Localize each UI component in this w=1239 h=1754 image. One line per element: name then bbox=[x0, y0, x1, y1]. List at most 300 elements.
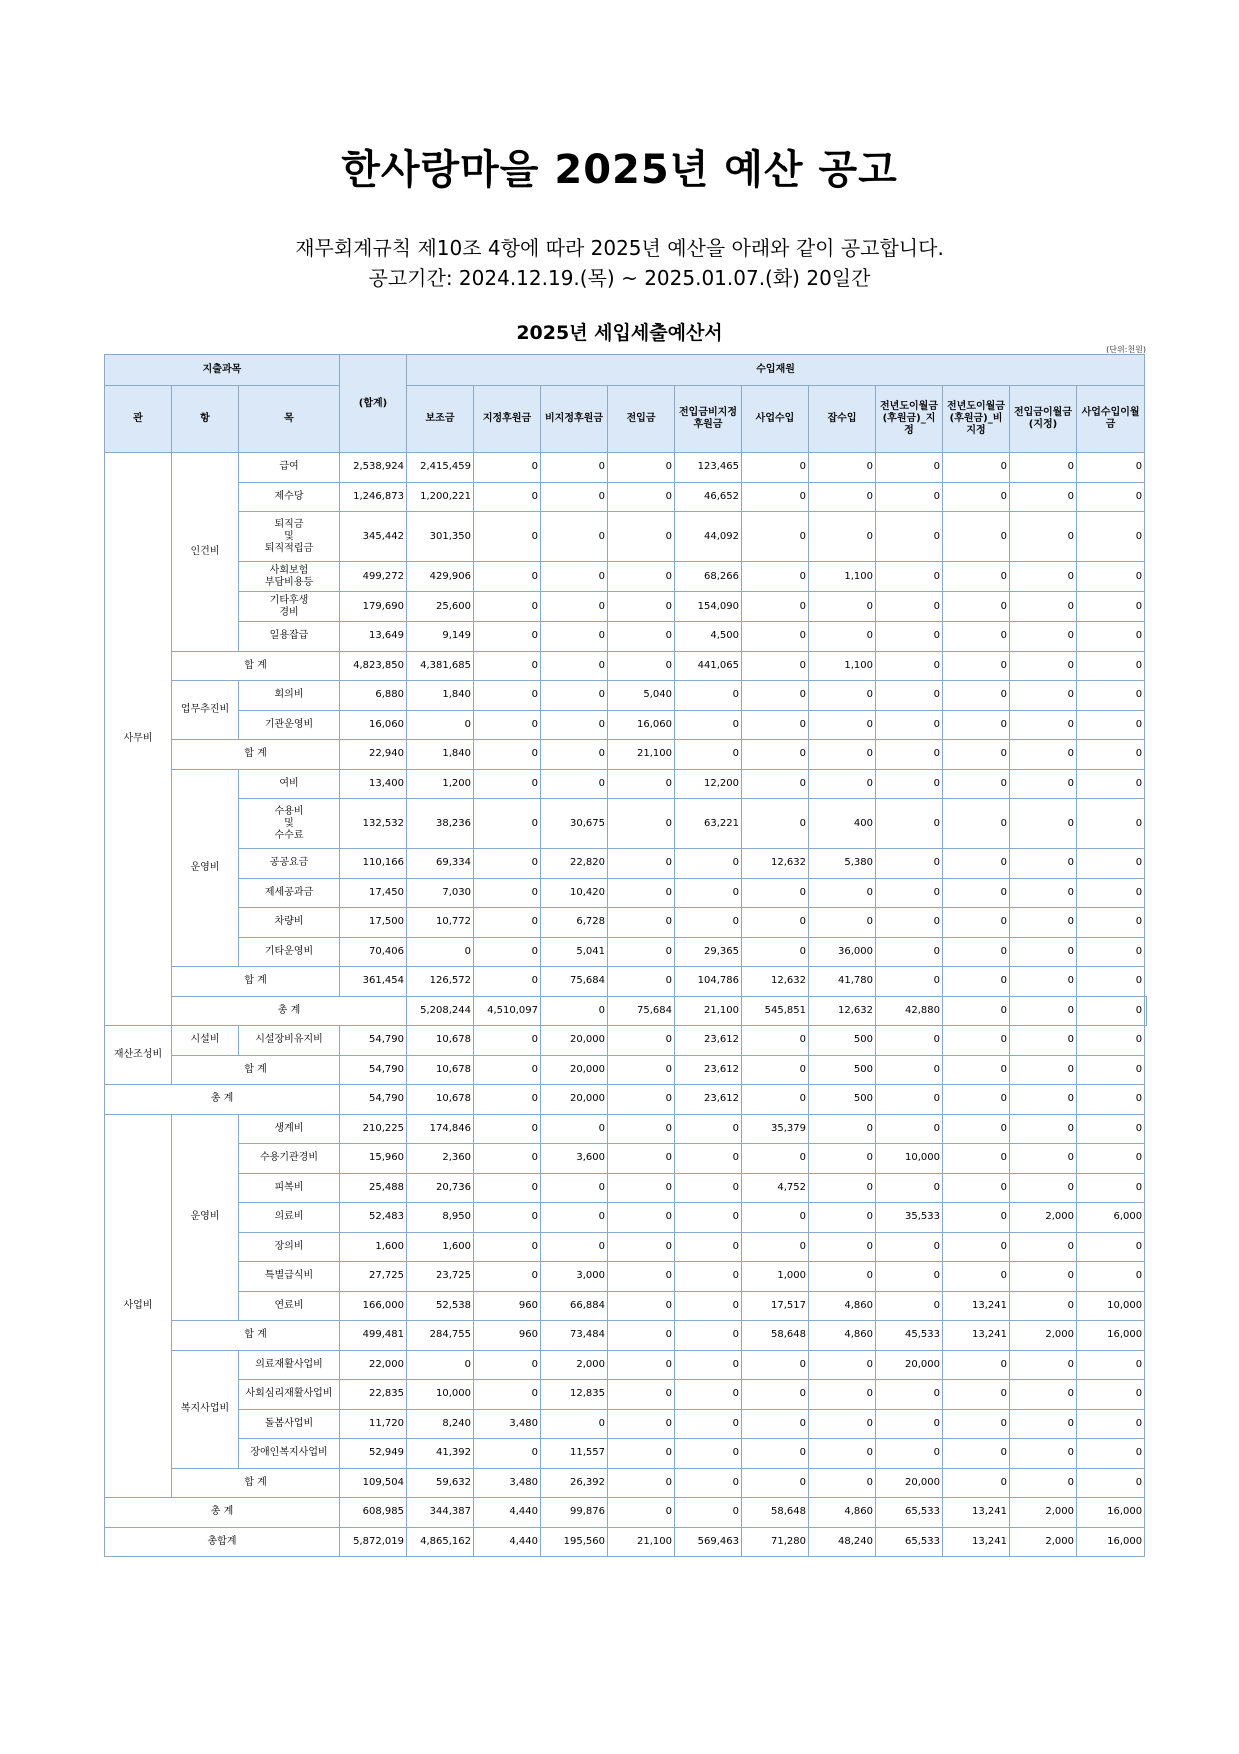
table-row bbox=[105, 1026, 1147, 1056]
value-cell: 0 bbox=[742, 1409, 809, 1439]
value-cell: 4,860 bbox=[809, 1291, 876, 1321]
value-cell: 0 bbox=[541, 562, 608, 592]
total-value: 132,532 bbox=[340, 799, 407, 849]
table-row bbox=[105, 453, 1147, 483]
total-value: 2,538,924 bbox=[340, 453, 407, 483]
value-cell: 4,860 bbox=[809, 1498, 876, 1528]
value-cell: 0 bbox=[943, 1232, 1010, 1262]
value-cell: 0 bbox=[608, 592, 675, 622]
value-cell: 1,600 bbox=[407, 1232, 474, 1262]
table-row bbox=[105, 1468, 1147, 1498]
value-cell: 0 bbox=[1077, 482, 1145, 512]
value-cell: 0 bbox=[608, 512, 675, 562]
value-cell: 0 bbox=[675, 681, 742, 711]
value-cell: 0 bbox=[876, 1409, 943, 1439]
value-cell: 0 bbox=[1010, 710, 1077, 740]
table-title: 2025년 세입세출예산서 bbox=[516, 322, 723, 344]
value-cell: 0 bbox=[1010, 1055, 1077, 1085]
value-cell: 0 bbox=[943, 769, 1010, 799]
item-label: 급여 bbox=[239, 453, 340, 483]
table-row bbox=[105, 937, 1147, 967]
value-cell: 0 bbox=[809, 740, 876, 770]
value-cell: 3,480 bbox=[474, 1409, 541, 1439]
total-value: 110,166 bbox=[340, 849, 407, 879]
total-value: 345,442 bbox=[340, 512, 407, 562]
value-cell: 0 bbox=[943, 1203, 1010, 1233]
value-cell: 0 bbox=[608, 1498, 675, 1528]
value-cell: 154,090 bbox=[675, 592, 742, 622]
value-cell: 12,200 bbox=[675, 769, 742, 799]
value-cell: 0 bbox=[742, 1468, 809, 1498]
grand-total-label: 총 계 bbox=[172, 996, 407, 1026]
subtotal-label: 합 계 bbox=[172, 1055, 340, 1085]
value-cell: 0 bbox=[809, 908, 876, 938]
value-cell: 48,240 bbox=[809, 1527, 876, 1557]
header-revenue-source: 수입재원 bbox=[407, 355, 1145, 386]
value-cell: 0 bbox=[608, 1468, 675, 1498]
value-cell: 0 bbox=[1010, 1085, 1077, 1115]
value-cell: 4,860 bbox=[809, 1321, 876, 1351]
total-value: 4,823,850 bbox=[340, 651, 407, 681]
value-cell: 0 bbox=[809, 1144, 876, 1174]
header-column: 전입금비지정후원금 bbox=[675, 386, 742, 453]
value-cell: 344,387 bbox=[407, 1498, 474, 1528]
table-row bbox=[105, 1527, 1147, 1557]
value-cell: 0 bbox=[943, 1350, 1010, 1380]
value-cell: 0 bbox=[1077, 799, 1145, 849]
value-cell: 1,200,221 bbox=[407, 482, 474, 512]
value-cell: 545,851 bbox=[742, 996, 809, 1026]
value-cell: 0 bbox=[474, 1232, 541, 1262]
value-cell: 10,678 bbox=[407, 1085, 474, 1115]
value-cell: 0 bbox=[608, 937, 675, 967]
value-cell: 0 bbox=[876, 1291, 943, 1321]
value-cell: 0 bbox=[474, 799, 541, 849]
value-cell: 0 bbox=[1077, 681, 1145, 711]
value-cell: 0 bbox=[742, 710, 809, 740]
value-cell: 0 bbox=[675, 1468, 742, 1498]
value-cell: 0 bbox=[474, 1085, 541, 1115]
header-column: 사업수입 bbox=[742, 386, 809, 453]
value-cell: 0 bbox=[541, 769, 608, 799]
value-cell: 0 bbox=[809, 1173, 876, 1203]
value-cell: 0 bbox=[943, 1173, 1010, 1203]
total-value: 15,960 bbox=[340, 1144, 407, 1174]
value-cell: 0 bbox=[474, 512, 541, 562]
value-cell: 0 bbox=[1010, 562, 1077, 592]
value-cell: 20,000 bbox=[541, 1085, 608, 1115]
value-cell: 0 bbox=[943, 1262, 1010, 1292]
value-cell: 500 bbox=[809, 1055, 876, 1085]
value-cell: 42,880 bbox=[876, 996, 943, 1026]
value-cell: 0 bbox=[407, 710, 474, 740]
value-cell: 0 bbox=[675, 1173, 742, 1203]
value-cell: 0 bbox=[541, 740, 608, 770]
value-cell: 68,266 bbox=[675, 562, 742, 592]
value-cell: 0 bbox=[943, 681, 1010, 711]
value-cell: 0 bbox=[1010, 1232, 1077, 1262]
value-cell: 0 bbox=[1077, 710, 1145, 740]
total-value: 11,720 bbox=[340, 1409, 407, 1439]
value-cell: 0 bbox=[608, 967, 675, 997]
value-cell: 0 bbox=[742, 562, 809, 592]
value-cell: 0 bbox=[675, 1380, 742, 1410]
value-cell: 0 bbox=[1077, 769, 1145, 799]
value-cell: 0 bbox=[608, 1026, 675, 1056]
item-label: 제세공과금 bbox=[239, 878, 340, 908]
header-column: 전입금 bbox=[608, 386, 675, 453]
value-cell: 0 bbox=[675, 1144, 742, 1174]
hang-operation2: 운영비 bbox=[172, 1114, 239, 1321]
value-cell: 0 bbox=[876, 908, 943, 938]
value-cell: 0 bbox=[1077, 512, 1145, 562]
item-label: 장애인복지사업비 bbox=[239, 1439, 340, 1469]
value-cell: 0 bbox=[1077, 937, 1145, 967]
value-cell: 0 bbox=[876, 651, 943, 681]
value-cell: 0 bbox=[541, 1203, 608, 1233]
item-label: 수용비 및 수수료 bbox=[239, 799, 340, 849]
value-cell: 0 bbox=[1010, 681, 1077, 711]
value-cell: 0 bbox=[608, 651, 675, 681]
value-cell: 0 bbox=[608, 1291, 675, 1321]
value-cell: 0 bbox=[742, 1144, 809, 1174]
value-cell: 0 bbox=[943, 996, 1010, 1026]
value-cell: 38,236 bbox=[407, 799, 474, 849]
value-cell: 0 bbox=[1077, 453, 1145, 483]
value-cell: 69,334 bbox=[407, 849, 474, 879]
value-cell: 0 bbox=[1010, 1468, 1077, 1498]
value-cell: 123,465 bbox=[675, 453, 742, 483]
header-column: 지정후원금 bbox=[474, 386, 541, 453]
value-cell: 126,572 bbox=[407, 967, 474, 997]
value-cell: 0 bbox=[1077, 1350, 1145, 1380]
total-value: 25,488 bbox=[340, 1173, 407, 1203]
item-label: 공공요금 bbox=[239, 849, 340, 879]
total-value: 5,872,019 bbox=[340, 1527, 407, 1557]
table-row bbox=[105, 710, 1147, 740]
value-cell bbox=[1145, 996, 1147, 1026]
value-cell: 0 bbox=[1077, 1085, 1145, 1115]
value-cell: 195,560 bbox=[541, 1527, 608, 1557]
value-cell: 29,365 bbox=[675, 937, 742, 967]
value-cell: 0 bbox=[608, 1144, 675, 1174]
value-cell: 0 bbox=[675, 1291, 742, 1321]
table-row bbox=[105, 1262, 1147, 1292]
value-cell: 0 bbox=[1077, 651, 1145, 681]
value-cell: 284,755 bbox=[407, 1321, 474, 1351]
value-cell: 0 bbox=[608, 562, 675, 592]
value-cell: 0 bbox=[943, 799, 1010, 849]
value-cell: 2,415,459 bbox=[407, 453, 474, 483]
item-label: 생계비 bbox=[239, 1114, 340, 1144]
value-cell: 0 bbox=[608, 1085, 675, 1115]
value-cell: 0 bbox=[943, 849, 1010, 879]
value-cell: 0 bbox=[675, 1232, 742, 1262]
value-cell: 35,379 bbox=[742, 1114, 809, 1144]
total-value: 16,060 bbox=[340, 710, 407, 740]
value-cell: 0 bbox=[943, 1380, 1010, 1410]
total-value: 210,225 bbox=[340, 1114, 407, 1144]
value-cell: 13,241 bbox=[943, 1527, 1010, 1557]
value-cell: 3,480 bbox=[474, 1468, 541, 1498]
value-cell: 0 bbox=[943, 651, 1010, 681]
value-cell: 12,835 bbox=[541, 1380, 608, 1410]
value-cell: 500 bbox=[809, 1026, 876, 1056]
value-cell: 0 bbox=[943, 1468, 1010, 1498]
value-cell: 0 bbox=[809, 1409, 876, 1439]
table-row bbox=[105, 592, 1147, 622]
value-cell: 17,517 bbox=[742, 1291, 809, 1321]
value-cell: 0 bbox=[608, 908, 675, 938]
value-cell: 0 bbox=[608, 1262, 675, 1292]
value-cell: 104,786 bbox=[675, 967, 742, 997]
value-cell: 0 bbox=[608, 622, 675, 652]
value-cell: 0 bbox=[809, 482, 876, 512]
value-cell: 0 bbox=[809, 1380, 876, 1410]
value-cell: 0 bbox=[1010, 1380, 1077, 1410]
value-cell: 10,000 bbox=[407, 1380, 474, 1410]
value-cell: 1,840 bbox=[407, 740, 474, 770]
value-cell: 0 bbox=[1077, 1439, 1145, 1469]
value-cell: 0 bbox=[474, 937, 541, 967]
value-cell: 0 bbox=[608, 1350, 675, 1380]
value-cell: 8,950 bbox=[407, 1203, 474, 1233]
header-row bbox=[105, 386, 1147, 453]
grand-total-label: 총 계 bbox=[105, 1498, 340, 1528]
item-label: 피복비 bbox=[239, 1173, 340, 1203]
value-cell: 16,000 bbox=[1077, 1527, 1145, 1557]
value-cell: 0 bbox=[1077, 1468, 1145, 1498]
value-cell: 0 bbox=[608, 1114, 675, 1144]
value-cell: 0 bbox=[809, 769, 876, 799]
value-cell: 65,533 bbox=[876, 1498, 943, 1528]
value-cell: 0 bbox=[1010, 622, 1077, 652]
value-cell: 0 bbox=[675, 1350, 742, 1380]
total-value: 13,400 bbox=[340, 769, 407, 799]
value-cell: 0 bbox=[608, 878, 675, 908]
value-cell: 0 bbox=[1010, 1291, 1077, 1321]
value-cell: 0 bbox=[541, 592, 608, 622]
value-cell: 0 bbox=[608, 482, 675, 512]
value-cell: 0 bbox=[1077, 1409, 1145, 1439]
value-cell: 10,772 bbox=[407, 908, 474, 938]
value-cell: 0 bbox=[876, 592, 943, 622]
value-cell: 0 bbox=[675, 740, 742, 770]
value-cell: 0 bbox=[608, 769, 675, 799]
value-cell: 13,241 bbox=[943, 1321, 1010, 1351]
value-cell: 0 bbox=[943, 1114, 1010, 1144]
value-cell: 0 bbox=[1010, 1350, 1077, 1380]
value-cell: 0 bbox=[876, 1055, 943, 1085]
value-cell: 20,000 bbox=[541, 1055, 608, 1085]
value-cell: 0 bbox=[943, 740, 1010, 770]
value-cell: 0 bbox=[943, 453, 1010, 483]
value-cell: 0 bbox=[541, 482, 608, 512]
value-cell: 0 bbox=[742, 651, 809, 681]
value-cell: 0 bbox=[608, 1380, 675, 1410]
value-cell: 0 bbox=[1077, 967, 1145, 997]
value-cell: 0 bbox=[876, 710, 943, 740]
value-cell: 0 bbox=[876, 1262, 943, 1292]
value-cell: 0 bbox=[943, 1409, 1010, 1439]
value-cell: 0 bbox=[608, 849, 675, 879]
value-cell: 0 bbox=[943, 1055, 1010, 1085]
value-cell: 0 bbox=[1010, 512, 1077, 562]
value-cell: 23,612 bbox=[675, 1085, 742, 1115]
table-row bbox=[105, 996, 1147, 1026]
value-cell: 0 bbox=[608, 1055, 675, 1085]
value-cell: 0 bbox=[407, 937, 474, 967]
value-cell: 0 bbox=[876, 740, 943, 770]
subtotal-label: 합 계 bbox=[172, 1468, 340, 1498]
header-hang: 항 bbox=[172, 386, 239, 453]
value-cell: 0 bbox=[943, 967, 1010, 997]
value-cell: 0 bbox=[541, 996, 608, 1026]
value-cell: 0 bbox=[1077, 1026, 1145, 1056]
hang-personnel: 인건비 bbox=[172, 453, 239, 652]
value-cell: 0 bbox=[809, 1114, 876, 1144]
table-row bbox=[105, 1409, 1147, 1439]
value-cell: 0 bbox=[943, 512, 1010, 562]
value-cell: 0 bbox=[474, 1439, 541, 1469]
value-cell: 45,533 bbox=[876, 1321, 943, 1351]
value-cell: 0 bbox=[474, 1380, 541, 1410]
table-row bbox=[105, 908, 1147, 938]
subtotal-label: 합 계 bbox=[172, 967, 340, 997]
value-cell: 0 bbox=[1010, 769, 1077, 799]
value-cell: 0 bbox=[943, 710, 1010, 740]
grand-total-label: 총 계 bbox=[105, 1085, 340, 1115]
value-cell: 9,149 bbox=[407, 622, 474, 652]
value-cell: 2,360 bbox=[407, 1144, 474, 1174]
value-cell: 0 bbox=[876, 1114, 943, 1144]
table-row bbox=[105, 1203, 1147, 1233]
value-cell: 75,684 bbox=[608, 996, 675, 1026]
table-row bbox=[105, 1380, 1147, 1410]
value-cell: 21,100 bbox=[608, 740, 675, 770]
value-cell: 0 bbox=[474, 1144, 541, 1174]
table-row bbox=[105, 1114, 1147, 1144]
value-cell: 0 bbox=[876, 512, 943, 562]
value-cell: 0 bbox=[1077, 996, 1145, 1026]
value-cell: 0 bbox=[608, 1321, 675, 1351]
value-cell: 0 bbox=[1077, 1173, 1145, 1203]
value-cell: 35,533 bbox=[876, 1203, 943, 1233]
value-cell: 0 bbox=[474, 849, 541, 879]
table-row bbox=[105, 1055, 1147, 1085]
value-cell: 0 bbox=[742, 1085, 809, 1115]
budget-table bbox=[104, 354, 1147, 1557]
table-row bbox=[105, 1498, 1147, 1528]
hang-facility: 시설비 bbox=[172, 1026, 239, 1056]
value-cell: 0 bbox=[809, 710, 876, 740]
header-column: 전년도이월금(후원금)_비지정 bbox=[943, 386, 1010, 453]
header-gwan: 관 bbox=[105, 386, 172, 453]
value-cell: 0 bbox=[474, 1055, 541, 1085]
value-cell: 0 bbox=[876, 1232, 943, 1262]
value-cell: 0 bbox=[1077, 1262, 1145, 1292]
value-cell: 0 bbox=[1010, 799, 1077, 849]
total-value: 13,649 bbox=[340, 622, 407, 652]
subtotal-label: 합 계 bbox=[172, 740, 340, 770]
value-cell: 0 bbox=[876, 1173, 943, 1203]
value-cell: 0 bbox=[1010, 878, 1077, 908]
subtotal-label: 합 계 bbox=[172, 651, 340, 681]
value-cell: 0 bbox=[407, 1350, 474, 1380]
value-cell: 58,648 bbox=[742, 1498, 809, 1528]
value-cell: 0 bbox=[474, 681, 541, 711]
value-cell: 0 bbox=[742, 622, 809, 652]
value-cell: 0 bbox=[1010, 1439, 1077, 1469]
value-cell: 0 bbox=[675, 1409, 742, 1439]
value-cell: 0 bbox=[876, 562, 943, 592]
value-cell: 0 bbox=[1077, 622, 1145, 652]
value-cell: 0 bbox=[1077, 908, 1145, 938]
item-label: 연료비 bbox=[239, 1291, 340, 1321]
table-row bbox=[105, 1232, 1147, 1262]
item-label: 여비 bbox=[239, 769, 340, 799]
value-cell: 3,000 bbox=[541, 1262, 608, 1292]
gwan-property: 재산조성비 bbox=[105, 1026, 172, 1085]
table-row bbox=[105, 1439, 1147, 1469]
header-column: 사업수입이월금 bbox=[1077, 386, 1145, 453]
value-cell: 0 bbox=[809, 878, 876, 908]
value-cell: 0 bbox=[675, 1439, 742, 1469]
total-value: 54,790 bbox=[340, 1026, 407, 1056]
value-cell: 0 bbox=[1077, 562, 1145, 592]
total-value: 499,272 bbox=[340, 562, 407, 592]
value-cell: 0 bbox=[943, 908, 1010, 938]
table-row bbox=[105, 740, 1147, 770]
header-column: 잡수입 bbox=[809, 386, 876, 453]
value-cell: 0 bbox=[943, 1085, 1010, 1115]
value-cell: 0 bbox=[943, 878, 1010, 908]
value-cell: 0 bbox=[876, 799, 943, 849]
value-cell: 63,221 bbox=[675, 799, 742, 849]
value-cell: 0 bbox=[809, 1262, 876, 1292]
value-cell: 0 bbox=[541, 1114, 608, 1144]
total-value: 17,450 bbox=[340, 878, 407, 908]
value-cell: 16,000 bbox=[1077, 1498, 1145, 1528]
header-mok: 목 bbox=[239, 386, 340, 453]
value-cell: 0 bbox=[742, 878, 809, 908]
value-cell: 0 bbox=[541, 512, 608, 562]
value-cell: 13,241 bbox=[943, 1498, 1010, 1528]
value-cell: 12,632 bbox=[742, 849, 809, 879]
table-row bbox=[105, 622, 1147, 652]
announcement-text: 재무회계규칙 제10조 4항에 따라 2025년 예산을 아래와 같이 공고합니다. bbox=[295, 236, 944, 260]
value-cell: 0 bbox=[1010, 651, 1077, 681]
value-cell: 174,846 bbox=[407, 1114, 474, 1144]
value-cell: 0 bbox=[675, 1203, 742, 1233]
item-label: 일용잡급 bbox=[239, 622, 340, 652]
value-cell: 0 bbox=[876, 482, 943, 512]
value-cell: 16,060 bbox=[608, 710, 675, 740]
table-row bbox=[105, 769, 1147, 799]
value-cell: 0 bbox=[1077, 1232, 1145, 1262]
value-cell: 1,840 bbox=[407, 681, 474, 711]
value-cell: 0 bbox=[742, 1439, 809, 1469]
value-cell: 0 bbox=[1077, 740, 1145, 770]
grand-total-label: 총합계 bbox=[105, 1527, 340, 1557]
value-cell: 500 bbox=[809, 1085, 876, 1115]
value-cell: 6,000 bbox=[1077, 1203, 1145, 1233]
value-cell: 0 bbox=[541, 710, 608, 740]
value-cell: 66,884 bbox=[541, 1291, 608, 1321]
value-cell: 0 bbox=[809, 1468, 876, 1498]
value-cell: 0 bbox=[608, 799, 675, 849]
table-row bbox=[105, 562, 1147, 592]
